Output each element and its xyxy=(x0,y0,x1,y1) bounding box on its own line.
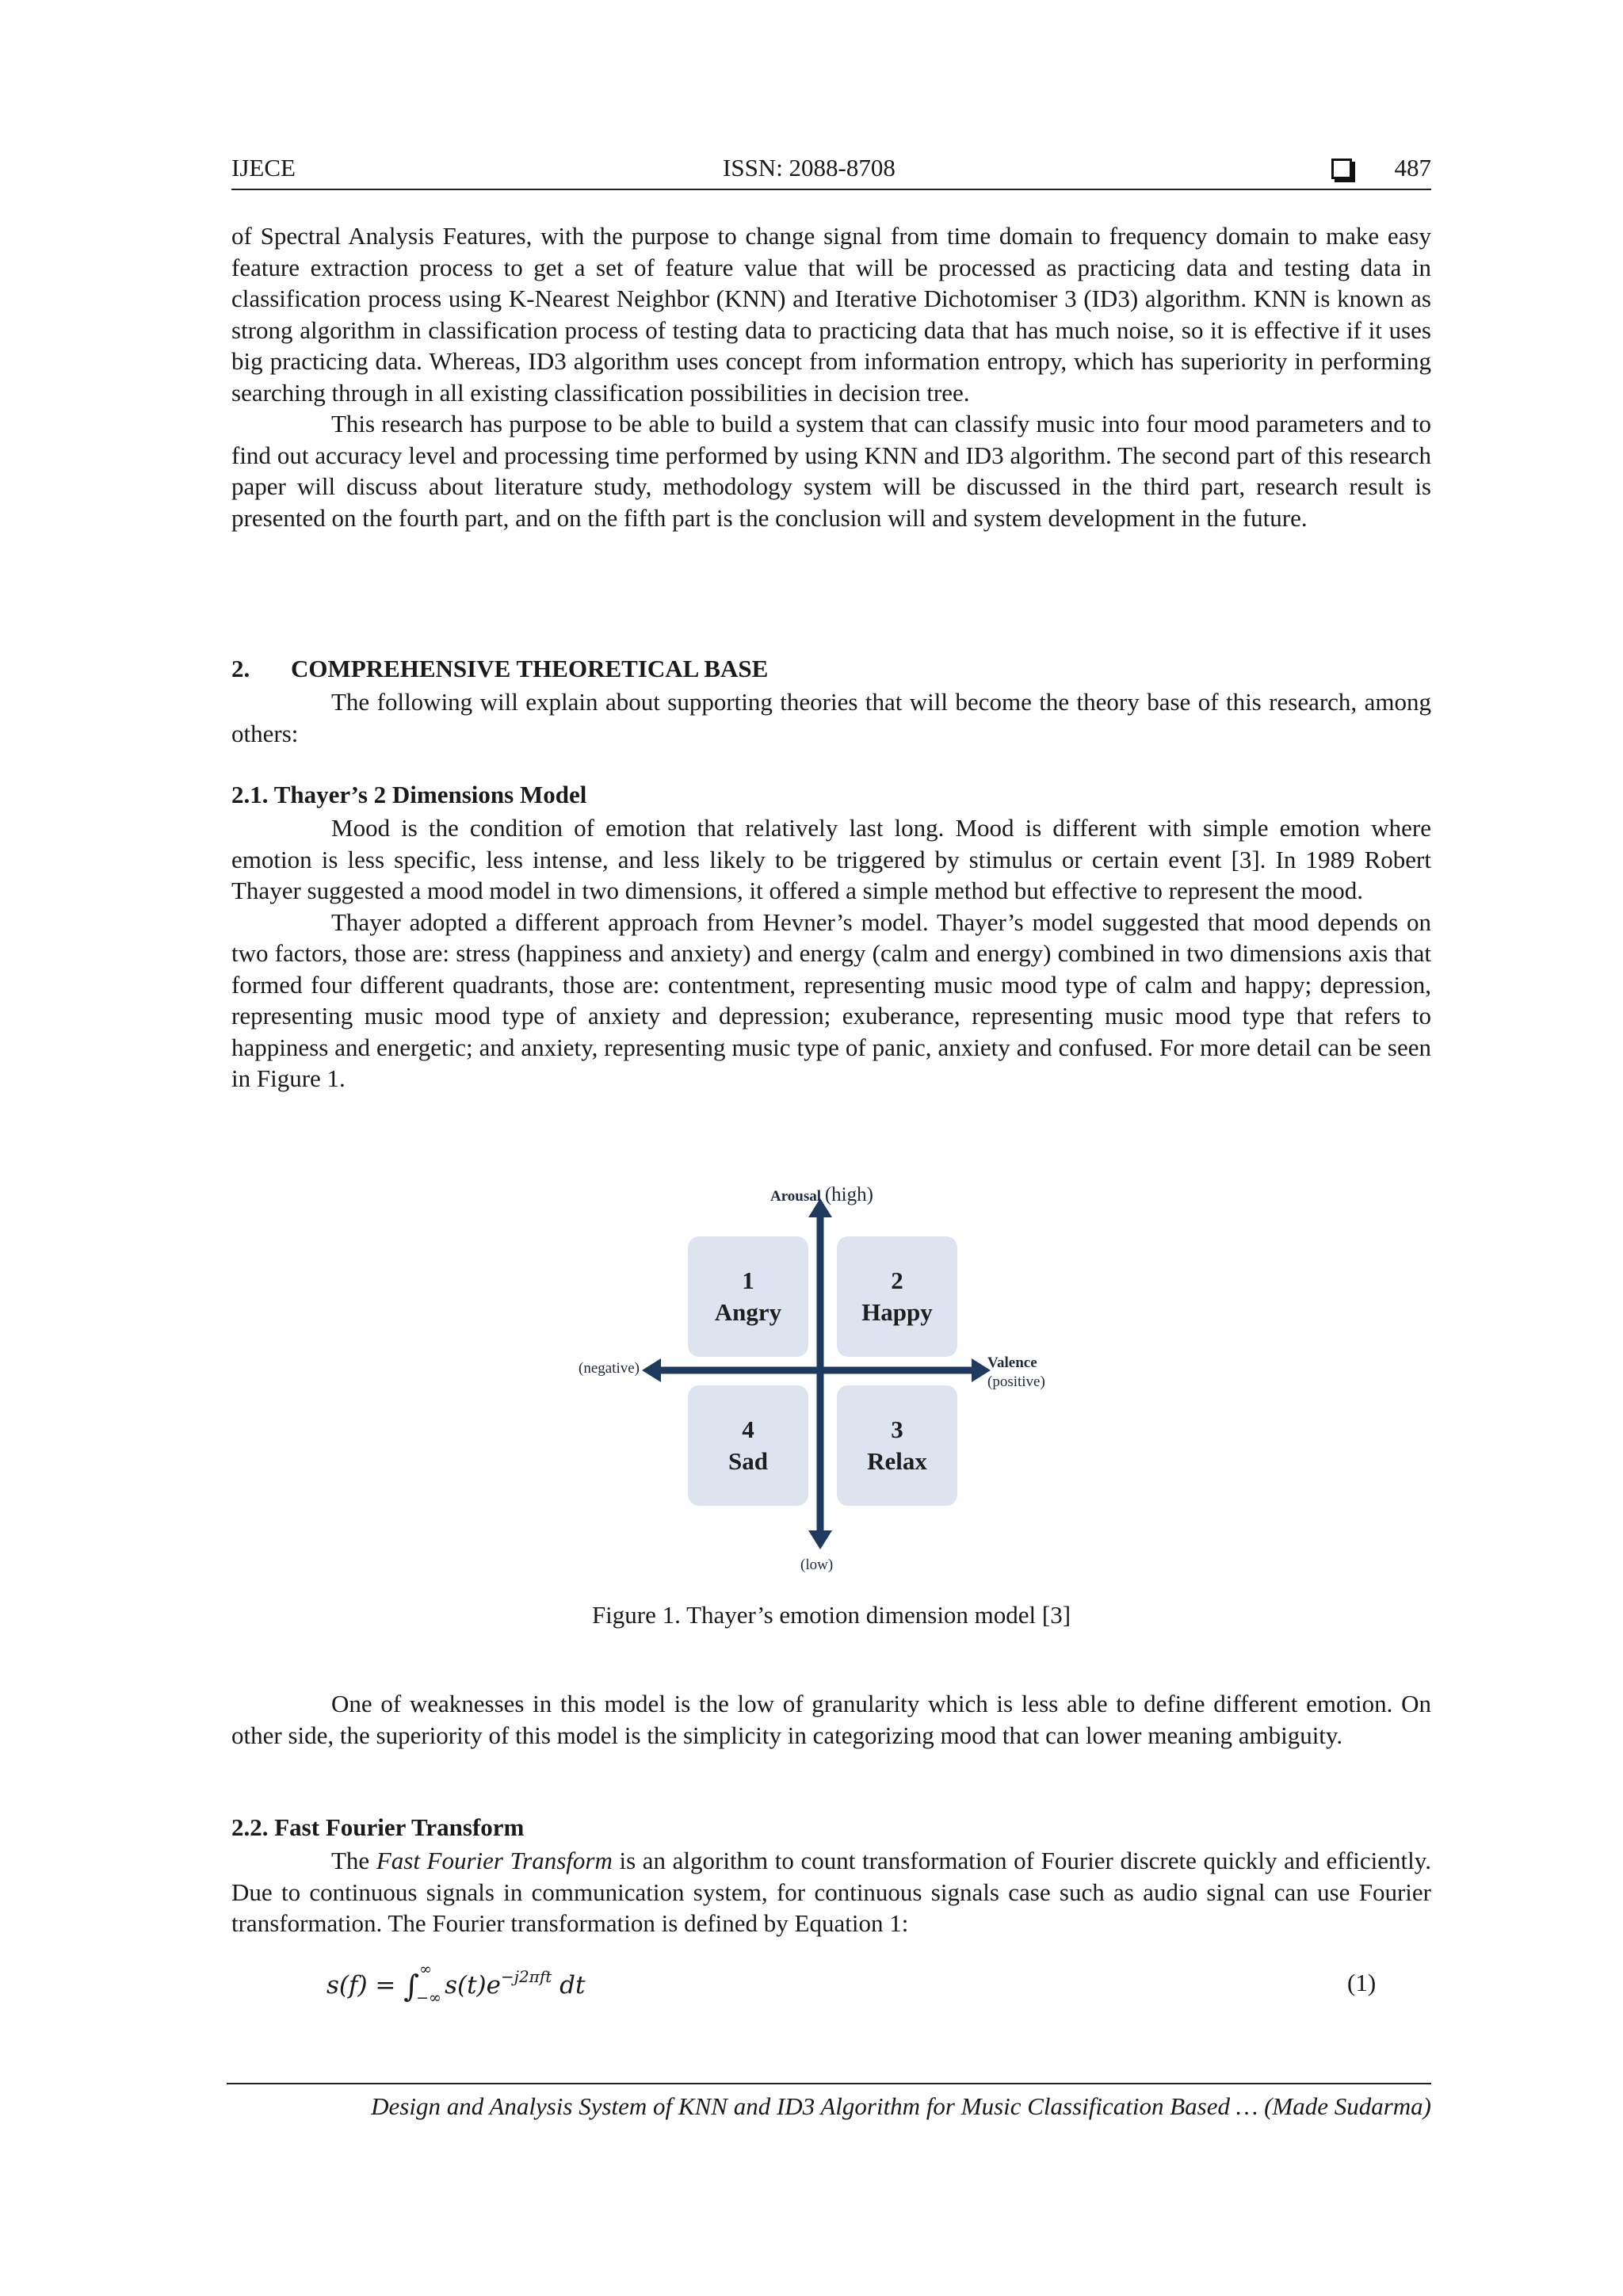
equation-number: (1) xyxy=(1347,1969,1377,1996)
section-number: 2. xyxy=(231,655,250,682)
issn: ISSN: 2088-8708 xyxy=(723,154,896,181)
section-2-paragraph: The following will explain about supporting theories that will become the theory base of this research, among others: xyxy=(231,688,1431,747)
exponent: −j2πft xyxy=(500,1967,552,1986)
integrand: s(t)e xyxy=(445,1971,501,2000)
quadrant-number: 1 xyxy=(742,1266,754,1294)
intro-paragraph-2: This research has purpose to be able to build a system that can classify music into four mood parameters and to find out accuracy level and processing time performed by using KNN and ID3 algorithm. The second part of this research paper will discuss about literature study, methodology system will be discussed in the third part, research result is presented on the fourth part, and on the fifth part is the conclusion will and system development in the future. xyxy=(231,410,1431,532)
intro-paragraph-1: of Spectral Analysis Features, with the purpose to change signal from time domain to frequency domain to make easy feature extraction process to get a set of feature value that will be processed as practicing data and testing data in classification process using K-Nearest Neighbor (KNN) and Iterative Dichotomiser 3 (ID3) algorithm. KNN is known as strong algorithm in classification process of testing data to practicing data that has much noise, so it is effective if it uses big practicing data. Whereas, ID3 algorithm uses concept from information entropy, which has superiority in performing searching through in all existing classification possibilities in decision tree. xyxy=(231,222,1431,407)
integral-sign: ∫ xyxy=(403,1969,420,2004)
fft-term: Fast Fourier Transform xyxy=(376,1847,613,1874)
equation-1 xyxy=(327,1960,586,2007)
quadrant-3 xyxy=(837,1385,957,1506)
figure-1-caption: Figure 1. Thayer’s emotion dimension model [3] xyxy=(591,1601,1071,1629)
section-2-text xyxy=(231,686,1431,749)
after-figure-text xyxy=(231,1688,1431,1751)
quadrant-4 xyxy=(688,1385,808,1506)
quadrant-2 xyxy=(837,1236,957,1357)
section-2-2-text xyxy=(231,1845,1431,1939)
section-2-1-paragraph-1: Mood is the condition of emotion that relatively last long. Mood is different with simple emotion where emotion is less specific, less intense, and less likely to be triggered by stimulus or certain event [3]. In 1989 Robert Thayer suggested a mood model in two dimensions, it offered a simple method but effective to represent the mood. xyxy=(231,814,1431,904)
valence-left-arrow xyxy=(642,1358,661,1382)
intro-text xyxy=(231,220,1431,533)
page-footer: Design and Analysis System of KNN and ID3 Algorithm for Music Classification Based … (Made Sudarma) xyxy=(227,2083,1431,2121)
differential: dt xyxy=(552,1971,586,2000)
arousal-down-arrow xyxy=(808,1530,832,1549)
integral-limits xyxy=(416,1960,445,2007)
lower-limit: −∞ xyxy=(416,1988,441,2007)
equation-lhs: s(f) = xyxy=(327,1971,404,2000)
quadrant-label: Sad xyxy=(728,1447,768,1475)
section-2-1-text xyxy=(231,812,1431,1095)
quadrant-1 xyxy=(688,1236,808,1357)
section-2-1-paragraph-2: Thayer adopted a different approach from Hevner’s model. Thayer’s model suggested that mood depends on two factors, those are: stress (happiness and anxiety) and energy (calm and energy) combined in two dimensions axis that formed four different quadrants, those are: contentment, representing music mood type of calm and happy; depression, representing music mood type of anxiety and depression; exuberance, representing music mood type that refers to happiness and energetic; and anxiety, representing music type of panic, anxiety and confused. For more detail can be seen in Figure 1. xyxy=(231,907,1431,1092)
section-title: COMPREHENSIVE THEORETICAL BASE xyxy=(291,655,769,682)
journal-name: IJECE xyxy=(231,154,296,181)
quadrant-label: Angry xyxy=(714,1298,782,1326)
quadrant-label: Happy xyxy=(861,1298,933,1326)
quadrant-number: 3 xyxy=(891,1415,903,1443)
valence-negative-label: (negative) xyxy=(579,1360,640,1377)
arousal-low-label: (low) xyxy=(800,1557,834,1573)
arousal-high-label: Arousal (high) xyxy=(770,1184,873,1205)
quadrant-number: 4 xyxy=(742,1415,754,1443)
quadrant-label: Relax xyxy=(867,1447,927,1475)
after-figure-paragraph: One of weaknesses in this model is the low of granularity which is less able to define different emotion. On other side, the superiority of this model is the simplicity in categorizing mood that can lower meaning ambiguity. xyxy=(231,1690,1431,1749)
valence-positive-label: Valence (positive) xyxy=(987,1354,1045,1390)
figure-1 xyxy=(579,1184,1078,1585)
section-2-2-heading: 2.2. Fast Fourier Transform xyxy=(231,1813,525,1841)
section-2-heading xyxy=(231,655,768,683)
page-header xyxy=(231,154,1431,190)
quadrant-number: 2 xyxy=(891,1266,903,1294)
upper-limit: ∞ xyxy=(419,1960,432,1978)
box-icon xyxy=(1331,159,1352,179)
section-2-1-heading: 2.1. Thayer’s 2 Dimensions Model xyxy=(231,781,587,808)
page-number: 487 xyxy=(1394,154,1431,181)
section-2-2-paragraph: The Fast Fourier Transform is an algorithm to count transformation of Fourier discrete quickly and efficiently. Due to continuous signals in communication system, for continuous signals case such as audio signal can use Fourier transformation. The Fourier transformation is defined by Equation 1: xyxy=(231,1847,1431,1937)
